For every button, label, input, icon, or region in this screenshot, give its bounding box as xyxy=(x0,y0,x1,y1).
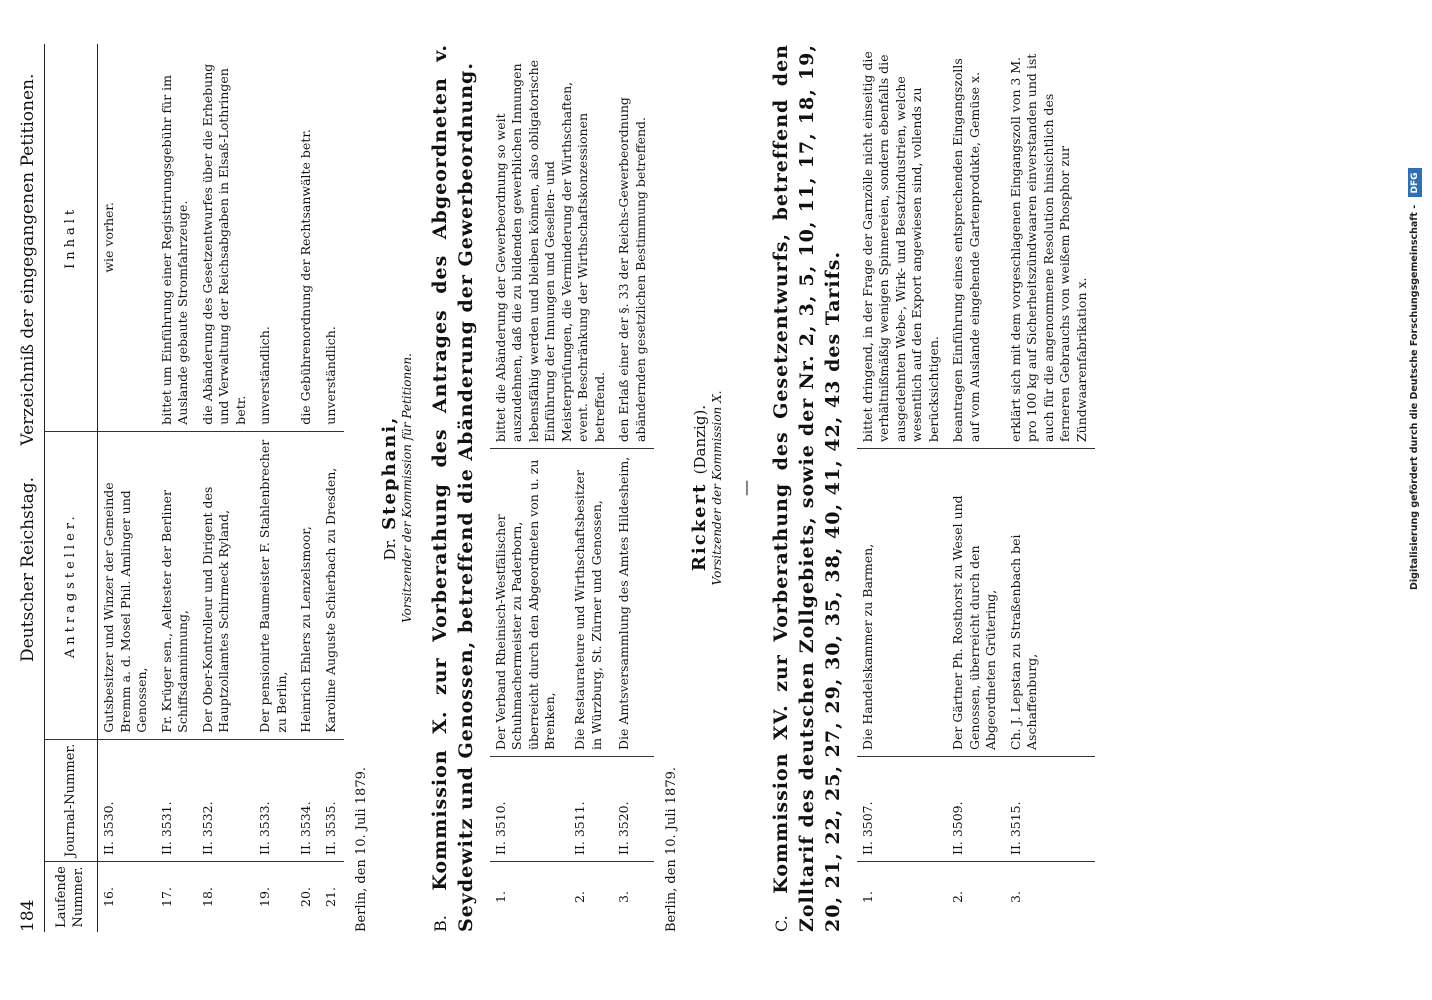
row-nr: 2. xyxy=(947,862,1005,933)
header-antragsteller: Antragsteller. xyxy=(45,431,98,739)
row-inhalt: beantragen Einführung eines entsprechenden Eingangszolls auf vom Auslande eingehende Gartenprodukte, Gemüse x. xyxy=(950,58,982,442)
row-journal: II. 3535. xyxy=(320,739,345,861)
table-row xyxy=(613,44,654,932)
signature-surname: Stephani, xyxy=(379,415,401,530)
signature-name-a xyxy=(379,44,400,932)
row-antragsteller: Die Handelskammer zu Barmen, xyxy=(857,449,948,757)
row-journal: II. 3507. xyxy=(857,757,948,862)
row-journal: II. 3510. xyxy=(490,757,569,862)
running-title-left: Deutscher Reichstag. xyxy=(18,477,38,662)
row-inhalt: unverständlich. xyxy=(257,326,273,425)
signature-prefix: Dr. xyxy=(381,538,400,561)
section-letter-b: B. xyxy=(431,915,451,932)
row-journal: II. 3533. xyxy=(254,739,295,861)
row-journal: II. 3530. xyxy=(98,739,156,861)
row-nr: 1. xyxy=(857,862,948,933)
row-journal: II. 3509. xyxy=(947,757,1005,862)
signature-suffix: (Danzig). xyxy=(691,404,710,475)
row-antragsteller: Der Ober-Kontrolleur und Dirigent des Hauptzollamtes Schirmeck Ryland, xyxy=(197,431,255,739)
section-heading-b xyxy=(428,44,480,932)
table-row xyxy=(1005,44,1096,932)
signature-role-b: Vorsitzender der Kommission X. xyxy=(710,390,725,586)
table-row xyxy=(98,44,156,932)
table-row xyxy=(156,44,197,932)
running-title xyxy=(18,44,38,852)
row-antragsteller: Karoline Auguste Schierbach zu Dresden, xyxy=(320,431,345,739)
digitization-stamp-text xyxy=(1404,10,1426,590)
row-inhalt: bittet die Abänderung der Gewerbeordnung so weit auszudehnen, daß die zu bildenden gewerblichen Innungen lebensfähig werden und bleiben können, also obligatorische Einführung der Innungen und Gesellen- und Meisterprüfungen, die Verminderung der Wirthschaften, event. Beschränkung der Wirthschaftskonzessionen betreffend. xyxy=(492,59,607,442)
header-journal: Journal-Nummer. xyxy=(45,739,98,861)
row-antragsteller: Die Amtsversammlung des Amtes Hildesheim, xyxy=(613,449,654,757)
row-inhalt: bittet dringend, in der Frage der Garnzölle nicht einseitig die verhältnißmäßig wenigen Spinnereien, sondern ebenfalls die ausgedehnten Webe-, Wirk- und Besatzindustrien, welche wesentlich auf den Export angewiesen sind, vollends zu berücksichtigen. xyxy=(859,51,941,442)
row-inhalt: bittet um Einführung einer Registrirungsgebühr für im Auslande gebaute Stromfahrzeuge. xyxy=(158,74,191,425)
row-inhalt: den Erlaß einer der §. 33 der Reichs-Gewerbeordnung abändernden gesetzlichen Bestimmung betreffend. xyxy=(616,97,648,442)
row-inhalt: wie vorher. xyxy=(101,202,117,273)
section-letter-c: C. xyxy=(772,915,792,932)
separator-dash: — xyxy=(736,480,756,496)
table-row xyxy=(857,44,948,932)
signature-surname: Rickert xyxy=(689,482,711,572)
table-header-row xyxy=(45,44,98,932)
stamp-caption: Digitalisierung gefördert durch die Deutsche Forschungsgemeinschaft - xyxy=(1409,204,1420,590)
petitions-table-a xyxy=(45,44,344,932)
row-antragsteller: Der Verband Rheinisch-Westfälischer Schuhmachermeister zu Paderborn, überreicht durch den Abgeordneten von u. zu Brenken, xyxy=(490,449,569,757)
row-nr: 2. xyxy=(569,862,613,933)
petitions-table-b xyxy=(490,44,655,932)
section-title-b: Kommission X. zur Vorberathung des Antrages des Abgeordneten v. Seydewitz und Genossen, betreffend die Abänderung der Gewerbeordnung. xyxy=(429,44,478,932)
row-antragsteller: Heinrich Ehlers zu Lenzelsmoor, xyxy=(295,431,320,739)
row-nr: 17. xyxy=(156,862,197,933)
section-title-c: Kommission XV. zur Vorberathung des Gesetzentwurfs, betreffend den Zolltarif des deutschen Zollgebiets, sowie der Nr. 2, 3, 5, 10, 11, 17, 18, 19, 20, 21, 22, 25, 27, 29, 30, 35, 38, 40, 41, 42, 43 des Tarifs. xyxy=(770,44,845,932)
row-journal: II. 3532. xyxy=(197,739,255,861)
signature-block-b xyxy=(689,44,724,932)
section-heading-c xyxy=(769,44,846,932)
signature-name-b xyxy=(689,44,710,932)
row-nr: 19. xyxy=(254,862,295,933)
row-inhalt: die Abänderung des Gesetzentwurfes über die Erhebung und Verwaltung der Reichsabgaben in Elsaß-Lothringen betr. xyxy=(199,63,248,425)
petitions-table-c xyxy=(857,44,1096,932)
row-antragsteller: Der pensionirte Baumeister F. Stahlenbrecher zu Berlin, xyxy=(254,431,295,739)
row-inhalt: die Gebührenordnung der Rechtsanwälte betr. xyxy=(298,129,314,425)
row-journal: II. 3531. xyxy=(156,739,197,861)
row-journal: II. 3520. xyxy=(613,757,654,862)
row-inhalt: unverständlich. xyxy=(322,326,338,425)
row-nr: 21. xyxy=(320,862,345,933)
row-inhalt: erklärt sich mit dem vorgeschlagenen Eingangszoll von 3 M. pro 100 kg auf Sicherheitszündwaaren einverstanden und ist auch für die angenommene Resolution hinsichtlich des ferneren Gebrauchs von weißem Phosphor zur Zündwaarenfabrikation x. xyxy=(1007,53,1089,442)
header-inhalt: Inhalt xyxy=(45,44,98,431)
row-nr: 3. xyxy=(613,862,654,933)
signature-block-a xyxy=(379,44,414,932)
row-antragsteller: Ch. J. Lepstan zu Straßenbach bei Aschaffenburg, xyxy=(1005,449,1096,757)
row-nr: 3. xyxy=(1005,862,1096,933)
dateline-a: Berlin, den 10. Juli 1879. xyxy=(354,767,370,932)
table-row xyxy=(254,44,295,932)
row-antragsteller: Der Gärtner Ph. Rosthorst zu Wesel und Genossen, überreicht durch den Abgeordneten Grütering, xyxy=(947,449,1005,757)
row-journal: II. 3534. xyxy=(295,739,320,861)
row-antragsteller: Fr. Krüger sen., Aeltester der Berliner Schiffsdanninnung, xyxy=(156,431,197,739)
row-antragsteller: Gutsbesitzer und Winzer der Gemeinde Bremm a. d. Mosel Phil. Amlinger und Genossen, xyxy=(98,431,156,739)
table-row xyxy=(947,44,1005,932)
header-lfd: Laufende Nummer. xyxy=(45,862,98,933)
dfg-logo: DFG xyxy=(1408,168,1422,197)
row-antragsteller: Die Restaurateure und Wirthschaftsbesitzer in Würzburg, St. Zürner und Genossen, xyxy=(569,449,613,757)
row-nr: 20. xyxy=(295,862,320,933)
row-nr: 18. xyxy=(197,862,255,933)
running-title-right: Verzeichniß der eingegangenen Petitionen. xyxy=(18,73,38,446)
dateline-b: Berlin, den 10. Juli 1879. xyxy=(664,767,680,932)
table-row xyxy=(490,44,569,932)
row-nr: 16. xyxy=(98,862,156,933)
signature-role-a: Vorsitzender der Kommission für Petitionen. xyxy=(400,353,415,623)
table-row xyxy=(295,44,320,932)
row-nr: 1. xyxy=(490,862,569,933)
row-journal: II. 3515. xyxy=(1005,757,1096,862)
table-row xyxy=(320,44,345,932)
row-journal: II. 3511. xyxy=(569,757,613,862)
table-row xyxy=(197,44,255,932)
digitization-stamp xyxy=(1404,10,1426,590)
page-header xyxy=(18,44,45,932)
page-number: 184 xyxy=(18,899,38,932)
